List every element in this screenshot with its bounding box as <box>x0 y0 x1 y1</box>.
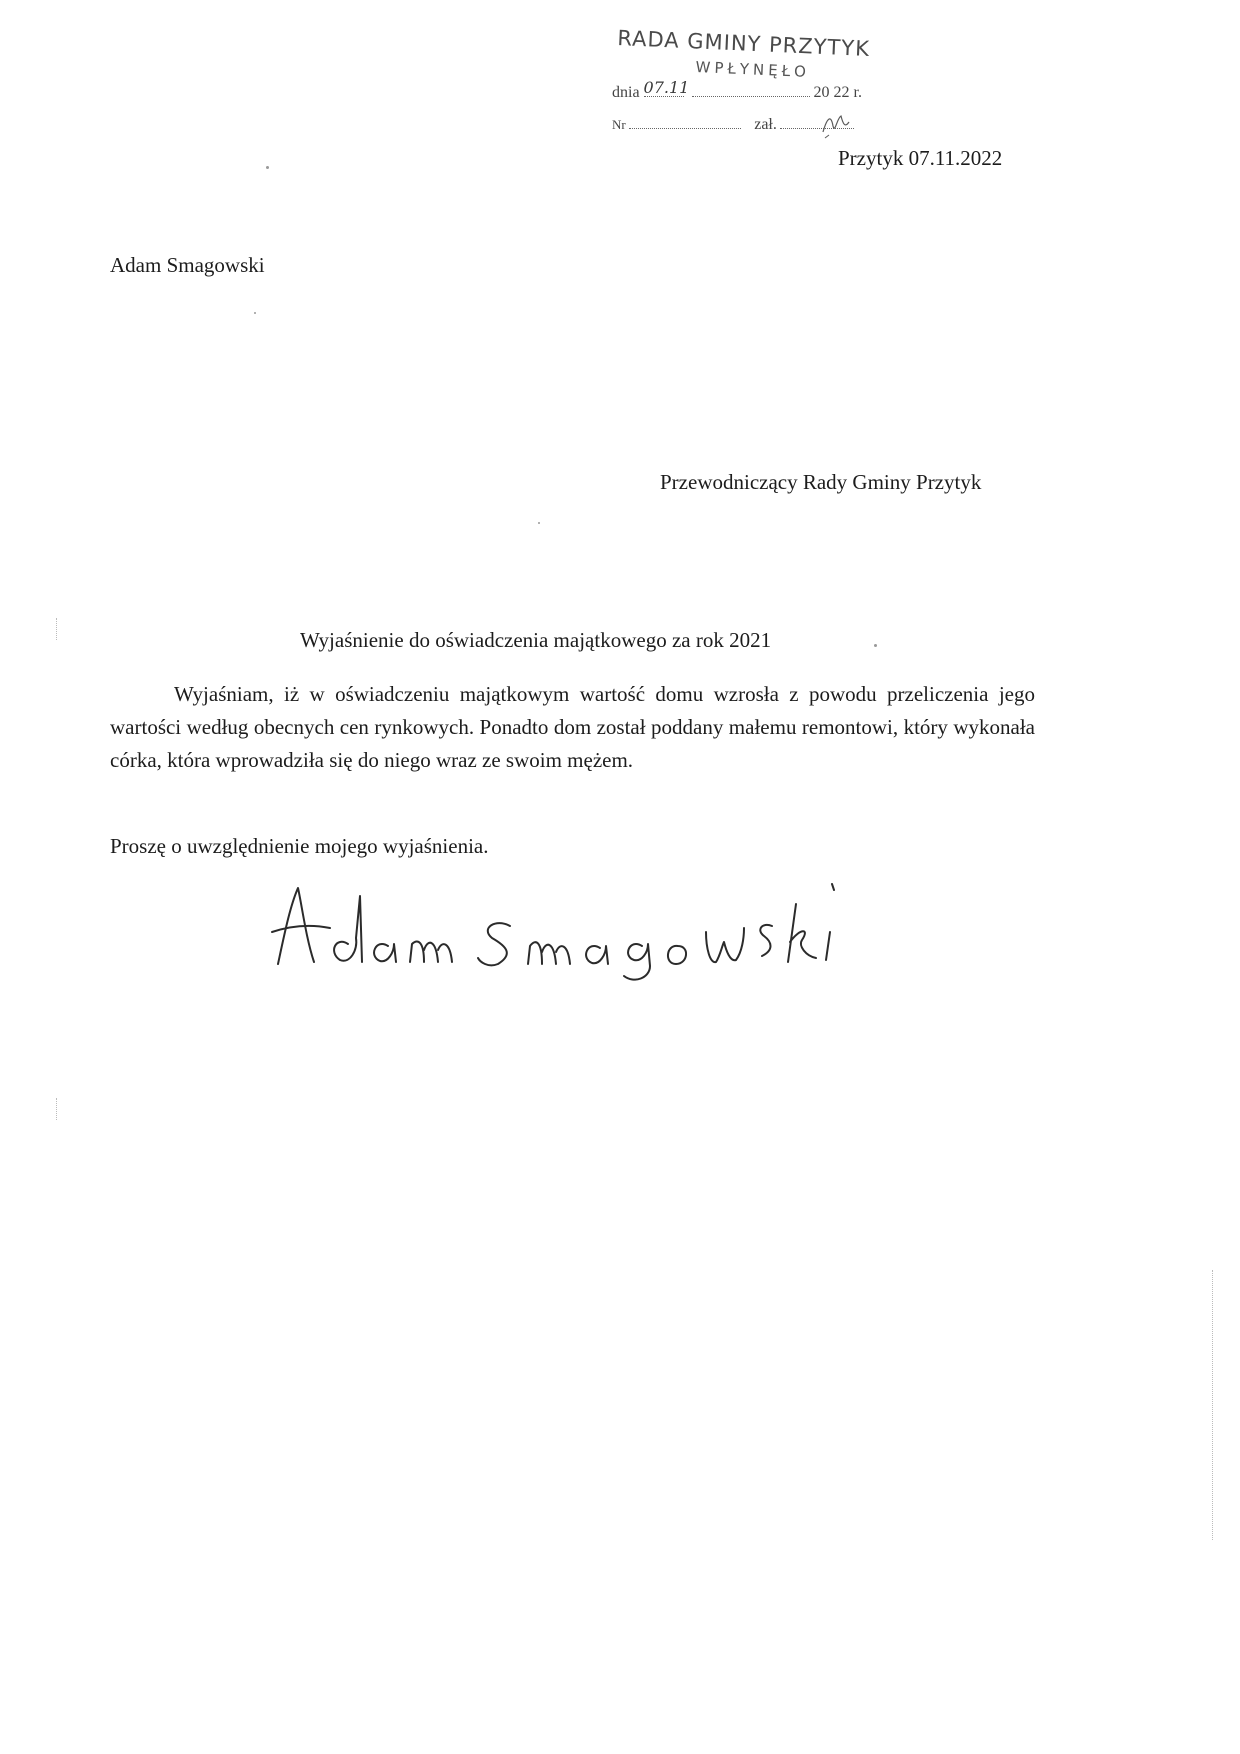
stamp-year: 20 22 r. <box>813 84 862 101</box>
stamp-date-value: 07.11 <box>643 78 690 97</box>
scan-edge-mark <box>1208 1270 1213 1540</box>
handwritten-signature <box>270 866 850 986</box>
sender-name: Adam Smagowski <box>110 253 265 277</box>
stamp-date-label: dnia <box>612 84 640 101</box>
place-and-date: Przytyk 07.11.2022 <box>838 146 1003 170</box>
scan-speck <box>254 312 256 314</box>
scan-edge-mark <box>52 1098 57 1120</box>
letter-subject: Wyjaśnienie do oświadczenia majątkowego za rok 2021 <box>300 628 772 652</box>
stamp-number-label: Nr <box>612 117 626 132</box>
received-stamp <box>612 22 912 152</box>
stamp-date-dots-2 <box>692 82 810 97</box>
scan-speck <box>538 522 540 524</box>
stamp-initials-mark <box>817 108 853 144</box>
letter-body: Wyjaśniam, iż w oświadczeniu majątkowym wartość domu wzrosła z powodu przeliczenia jego wartości według obecnych cen rynkowych. Ponadto dom został poddany małemu remontowi, który wykonała córka, która wprowadziła się do niego wraz ze swoim mężem. <box>110 682 1035 772</box>
stamp-date-row <box>612 78 862 102</box>
scan-speck <box>874 644 877 647</box>
stamp-attachments-label: zał. <box>754 116 777 133</box>
scan-speck <box>266 166 269 169</box>
closing-line: Proszę o uwzględnienie mojego wyjaśnienia. <box>110 834 489 858</box>
scan-edge-mark <box>52 618 57 640</box>
stamp-received-label: WPŁYNĘŁO <box>695 58 811 81</box>
stamp-number-dots <box>629 114 741 129</box>
stamp-title: RADA GMINY PRZYTYK <box>616 26 871 61</box>
recipient: Przewodniczący Rady Gminy Przytyk <box>660 470 982 494</box>
